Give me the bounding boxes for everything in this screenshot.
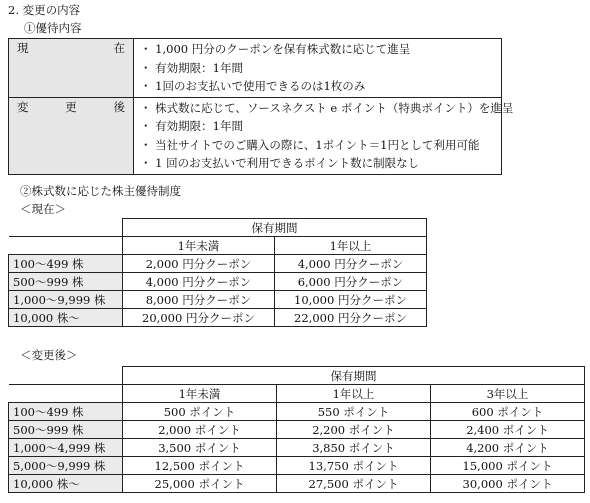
table-cell: 25,000 ポイント	[123, 475, 277, 493]
row-label: 5,000～9,999 株	[9, 457, 123, 475]
comparison-bullets-after	[134, 97, 514, 174]
column-header: 1年以上	[277, 385, 431, 403]
bullet-item: ・ 株式数に応じて、ソースネクスト e ポイント（特典ポイント）を進呈	[140, 100, 514, 115]
table-row	[9, 475, 585, 493]
comparison-bullets-current	[134, 39, 502, 98]
label-char: 現	[17, 41, 29, 55]
bullet-item: ・ 有効期限：1年間	[140, 60, 243, 75]
caption-after: ＜変更後＞	[20, 348, 78, 362]
label-char: 変	[17, 99, 29, 114]
table-row	[9, 273, 427, 291]
table-cell: 4,000 円分クーポン	[123, 273, 275, 291]
group-header: 保有期間	[123, 367, 585, 385]
bullet-item: ・ 有効期限：1年間	[140, 119, 243, 133]
table-cell: 2,000 ポイント	[123, 421, 277, 439]
table-cell: 4,200 ポイント	[431, 439, 585, 457]
bullet-item: ・ 当社サイトでのご購入の際に、1ポイント＝1円として利用可能	[140, 137, 480, 152]
bullet-item: ・ 1,000 円分のクーポンを保有株式数に応じて進呈	[140, 42, 411, 56]
table-row	[9, 439, 585, 457]
column-header: 3年以上	[431, 385, 585, 403]
table-cell: 20,000 円分クーポン	[123, 309, 275, 327]
table-cell: 10,000 円分クーポン	[275, 291, 427, 309]
table-cell: 4,000 円分クーポン	[275, 255, 427, 273]
group-header: 保有期間	[123, 219, 427, 237]
table-cell: 15,000 ポイント	[431, 457, 585, 475]
row-label: 1,000～9,999 株	[9, 291, 123, 309]
empty-corner	[9, 219, 123, 237]
comparison-label-after	[9, 97, 134, 174]
label-char: 後	[113, 99, 125, 114]
current-benefit-table	[8, 218, 427, 327]
table-cell: 30,000 ポイント	[431, 475, 585, 493]
table-cell: 27,500 ポイント	[277, 475, 431, 493]
table-cell: 600 ポイント	[431, 403, 585, 421]
table-row	[9, 457, 585, 475]
comparison-table	[8, 38, 514, 175]
row-label: 100～499 株	[9, 255, 123, 273]
table-cell: 3,500 ポイント	[123, 439, 277, 457]
label-char: 在	[113, 41, 125, 55]
bullet-item: ・ 1 回のお支払いで利用できるポイント数に制限なし	[140, 156, 420, 170]
table-row	[9, 255, 427, 273]
label-char: 更	[65, 99, 77, 114]
table-row	[9, 291, 427, 309]
row-label: 500～999 株	[9, 273, 123, 291]
table-row	[9, 403, 585, 421]
comparison-row-after	[9, 97, 502, 174]
table-row	[9, 309, 427, 327]
comparison-row-current	[9, 39, 502, 98]
subsection-title-benefits: ①優待内容	[24, 21, 82, 35]
row-label: 100～499 株	[9, 403, 123, 421]
row-label: 10,000 株～	[9, 309, 123, 327]
table-cell: 2,200 ポイント	[277, 421, 431, 439]
comparison-label-current	[9, 39, 134, 98]
table-cell: 12,500 ポイント	[123, 457, 277, 475]
empty-corner	[9, 385, 123, 403]
column-header: 1年未満	[123, 237, 275, 255]
table-cell: 2,400 ポイント	[431, 421, 585, 439]
table-cell: 500 ポイント	[123, 403, 277, 421]
section-title: 2. 変更の内容	[8, 3, 81, 17]
column-header: 1年未満	[123, 385, 277, 403]
after-benefit-table	[8, 366, 585, 493]
table-cell: 2,000 円分クーポン	[123, 255, 275, 273]
table-cell: 8,000 円分クーポン	[123, 291, 275, 309]
column-header: 1年以上	[275, 237, 427, 255]
table-cell: 550 ポイント	[277, 403, 431, 421]
empty-corner	[9, 367, 123, 385]
empty-corner	[9, 237, 123, 255]
table-cell: 3,850 ポイント	[277, 439, 431, 457]
subsection-title-plan: ②株式数に応じた株主優待制度	[20, 184, 181, 198]
table-cell: 22,000 円分クーポン	[275, 309, 427, 327]
caption-current: ＜現在＞	[20, 202, 66, 216]
row-label: 1,000～4,999 株	[9, 439, 123, 457]
row-label: 500～999 株	[9, 421, 123, 439]
table-row	[9, 421, 585, 439]
table-cell: 6,000 円分クーポン	[275, 273, 427, 291]
row-label: 10,000 株～	[9, 475, 123, 493]
table-cell: 13,750 ポイント	[277, 457, 431, 475]
bullet-item: ・ 1回のお支払いで使用できるのは1枚のみ	[140, 79, 366, 93]
